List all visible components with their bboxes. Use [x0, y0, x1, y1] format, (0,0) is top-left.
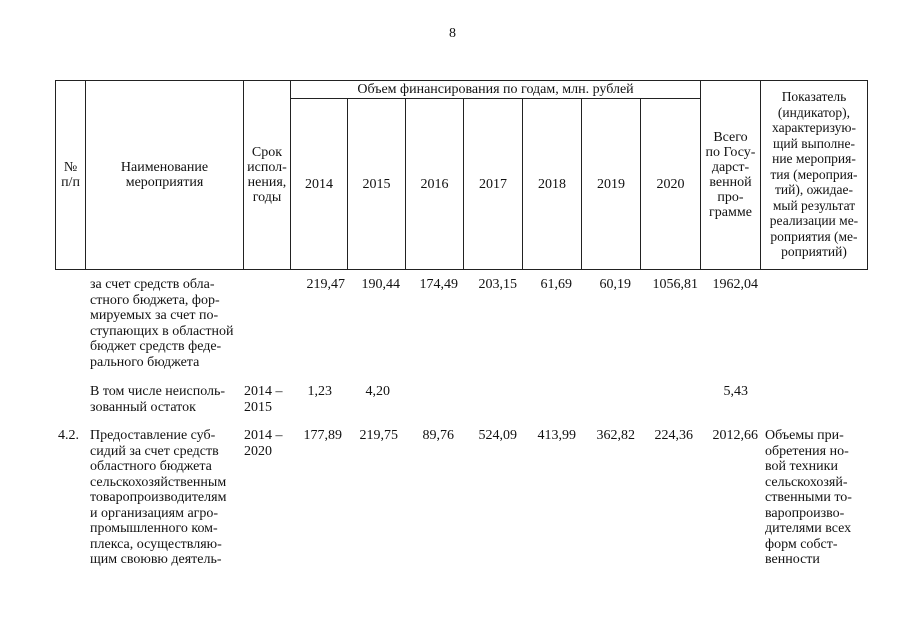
row-value-2015: 190,44: [361, 277, 400, 292]
row-value-2018: 61,69: [540, 277, 572, 292]
row-name-line: мируемых за счет по-: [90, 308, 219, 323]
row-indicator-line: сельскохозяй-: [765, 474, 848, 490]
row-value-2017: 203,15: [478, 277, 517, 292]
row-name-line: стного бюджета, фор-: [90, 292, 220, 308]
row-value-2015: 4,20: [365, 384, 390, 399]
row-name-line: товаропроизводителям: [90, 490, 227, 505]
row-value-2018: 413,99: [537, 428, 576, 443]
row-name-line: областного бюджета: [90, 459, 212, 474]
row-name-line: зованный остаток: [90, 399, 196, 415]
row-term: [244, 428, 290, 459]
row-indicator-line: ственными то-: [765, 490, 852, 505]
row-num: 4.2.: [58, 428, 79, 443]
row-value-2019: 60,19: [599, 277, 631, 292]
row-indicator-line: вой техники: [765, 459, 838, 474]
row-value-2015: 219,75: [359, 428, 398, 443]
row-name-line: плекса, осуществляю-: [90, 536, 222, 552]
row-value-2019: 362,82: [596, 428, 635, 443]
row-term-line: 2015: [244, 399, 272, 415]
row-indicator-line: венности: [765, 552, 820, 567]
header-col-name: Наименование мероприятия: [120, 159, 209, 190]
header-year: 2016: [420, 176, 449, 192]
row-name: [90, 277, 242, 370]
row-total: 5,43: [723, 384, 748, 399]
row-name-line: и организациям агро-: [90, 505, 219, 521]
row-name-line: бюджет средств феде-: [90, 339, 222, 354]
header-funding-title: Объем финансирования по годам, млн. рублей: [357, 81, 634, 97]
row-term: [244, 384, 290, 415]
header-bottom-border: [55, 269, 868, 270]
row-name-line: промышленного ком-: [90, 521, 218, 536]
row-name-line: щим своювю деятель-: [90, 552, 222, 567]
row-name-line: сидий за счет средств: [90, 443, 219, 459]
header-col-term: Срок испол- нения, годы: [247, 144, 287, 205]
header-year: 2020: [656, 176, 685, 192]
grid-line: [867, 80, 868, 270]
row-value-2017: 524,09: [478, 428, 517, 443]
header-year: 2015: [362, 176, 391, 192]
row-name: [90, 428, 242, 568]
row-indicator-line: Объемы при-: [765, 428, 844, 443]
row-value-2014: 219,47: [306, 277, 345, 292]
row-term-line: 2014 –: [244, 428, 283, 443]
header-year: 2018: [538, 176, 566, 192]
row-name-line: Предоставление суб-: [90, 428, 216, 443]
row-term-line: 2020: [244, 443, 272, 459]
row-total: 1962,04: [712, 277, 758, 292]
row-name-line: ступающих в областной: [90, 323, 234, 339]
row-value-2014: 1,23: [307, 384, 332, 399]
header-year: 2019: [597, 176, 625, 192]
row-indicator: [765, 428, 866, 568]
row-value-2020: 1056,81: [652, 277, 698, 292]
row-name: [90, 384, 242, 415]
row-value-2020: 224,36: [654, 428, 693, 443]
row-indicator-line: дителями всех: [765, 521, 852, 536]
row-total: 2012,66: [712, 428, 758, 443]
row-value-2016: 89,76: [422, 428, 454, 443]
header-col-num: № п/п: [61, 159, 80, 190]
row-name-line: В том числе неисполь-: [90, 384, 226, 399]
header-col-total: Всего по Госу- дарст- венной про- грамме: [705, 129, 756, 220]
header-year: 2014: [305, 176, 333, 192]
row-indicator-line: обретения но-: [765, 443, 849, 459]
row-indicator-line: форм собст-: [765, 536, 838, 552]
row-indicator-line: варопроизво-: [765, 505, 845, 521]
header-year: 2017: [479, 176, 507, 192]
row-name-line: сельскохозяйственным: [90, 474, 227, 490]
row-term-line: 2014 –: [244, 384, 283, 399]
row-name-line: за счет средств обла-: [90, 277, 215, 292]
row-value-2016: 174,49: [419, 277, 458, 292]
header-col-indicator: Показатель (индикатор), характеризую- щий выполне- ние мероприя- тия (мероприя- тий), ожидае- мый результат реализации ме- роприятия (ме- роприятий): [769, 89, 859, 260]
page-number: 8: [449, 26, 456, 41]
row-name-line: рального бюджета: [90, 354, 200, 370]
table-header: [55, 80, 868, 270]
row-value-2014: 177,89: [303, 428, 342, 443]
